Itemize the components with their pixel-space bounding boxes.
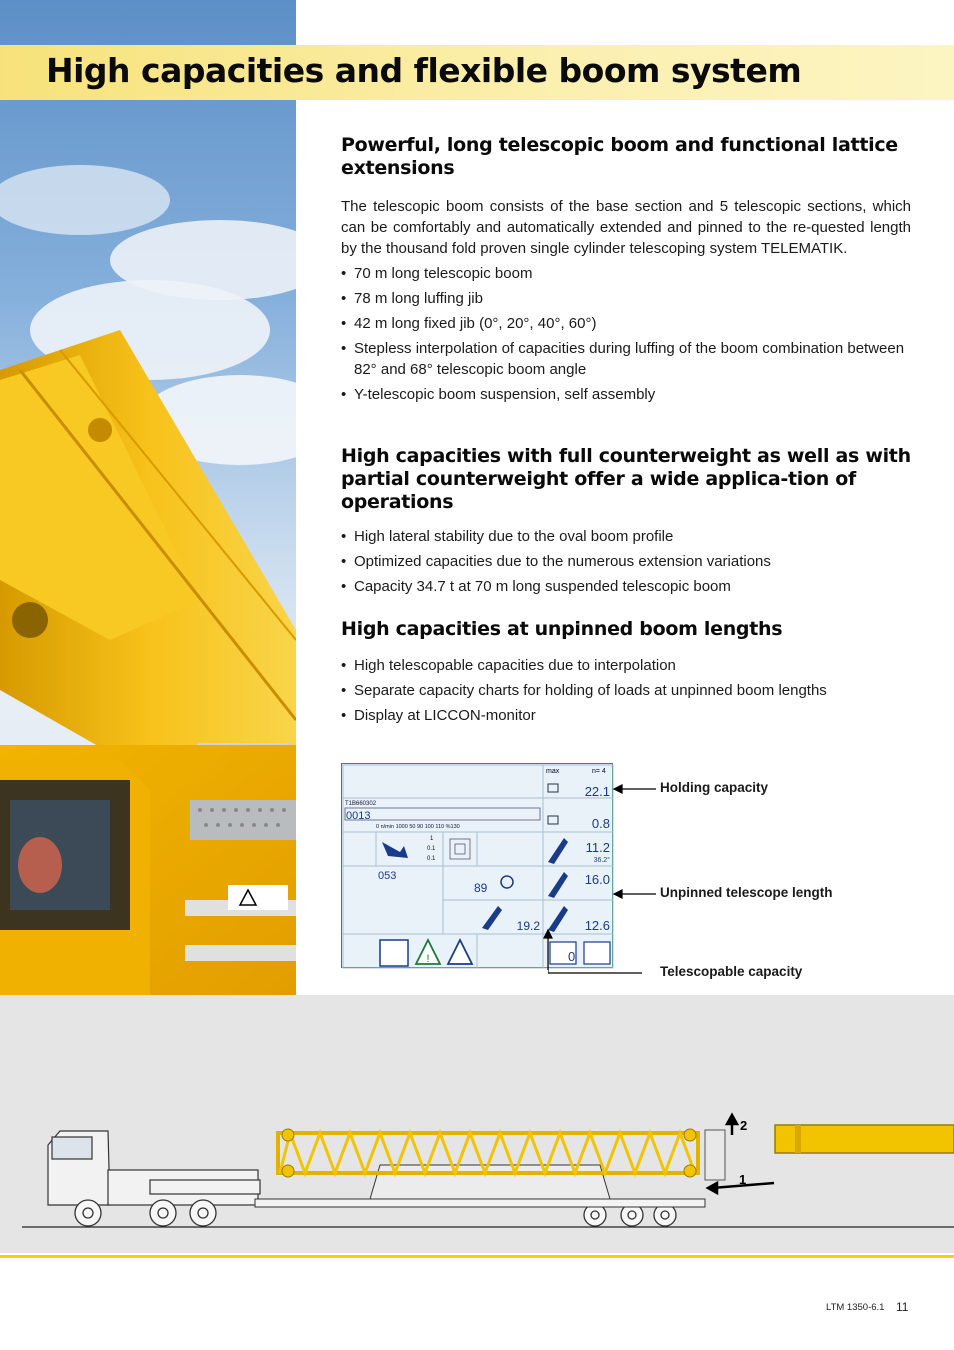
monitor-holding-value: 22.1 — [584, 784, 610, 799]
transport-label-2: 2 — [740, 1118, 748, 1133]
transport-drawing — [0, 995, 954, 1253]
list-item: • High lateral stability due to the oval boom profile — [341, 526, 911, 547]
monitor-value-36-2: 36.2° — [593, 857, 610, 864]
monitor-value-16-0: 16.0 — [584, 872, 610, 887]
section-heading: Powerful, long telescopic boom and functional lattice extensions — [341, 134, 898, 179]
list-item: • High telescopable capacities due to interpolation — [341, 655, 911, 676]
monitor-code: T1B660302 — [345, 801, 377, 807]
section-telescopic-boom — [341, 134, 911, 405]
transport-label-1: 1 — [739, 1172, 747, 1187]
crawler-icon — [382, 842, 408, 858]
monitor-scale: 0 n/min 1000 50 90 100 110 %130 — [376, 824, 460, 830]
callout-holding-capacity: Holding capacity — [660, 780, 769, 795]
monitor-n-label: n= 4 — [592, 768, 606, 775]
bullet-list — [341, 263, 911, 405]
crane-photo — [0, 0, 296, 995]
monitor-value-11-2: 11.2 — [585, 840, 610, 855]
list-item: • Display at LICCON-monitor — [341, 705, 911, 726]
warning-icon — [448, 940, 472, 964]
monitor-button — [380, 940, 408, 966]
page-number: 11 — [896, 1300, 909, 1314]
crane-illustration — [0, 0, 296, 995]
bullet-list — [341, 655, 911, 726]
callout-leader — [548, 930, 648, 976]
callout-telescopable-capacity: Telescopable capacity — [660, 964, 803, 979]
list-item: • Optimized capacities due to the numerous extension variations — [341, 551, 911, 572]
list-item: • Capacity 34.7 t at 70 m long suspended telescopic boom — [341, 576, 911, 597]
svg-text:!: ! — [426, 953, 430, 965]
list-item: • Stepless interpolation of capacities during luffing of the boom combination between 82° and 68° telescopic boom angle — [341, 338, 911, 380]
section-heading: High capacities at unpinned boom lengths — [341, 618, 783, 640]
footer-model: LTM 1350-6.1 — [826, 1302, 885, 1313]
page-title: High capacities and flexible boom system — [46, 51, 802, 90]
title-band — [0, 45, 954, 100]
svg-text:0.1: 0.1 — [427, 856, 436, 862]
monitor-value-0-8: 0.8 — [591, 816, 610, 831]
section-counterweight — [341, 445, 911, 597]
section-heading: High capacities with full counterweight as well as with partial counterweight offer a wide applica-tion of operations — [341, 445, 911, 513]
section-paragraph: The telescopic boom consists of the base section and 5 telescopic sections, which can be comfortably and automatically extended and pinned to the re-quested length by the thousand fold proven single cylinder telescoping system TELEMATIK. — [341, 198, 911, 257]
footer-divider — [0, 1255, 954, 1258]
list-item: • 70 m long telescopic boom — [341, 263, 911, 284]
monitor-telescopable-value: 19.2 — [516, 919, 540, 933]
monitor-angle: 89 — [474, 881, 488, 895]
bullet-list — [341, 526, 911, 597]
section-unpinned — [341, 618, 911, 726]
svg-text:0.1: 0.1 — [427, 846, 436, 852]
monitor-value-053: 053 — [378, 870, 397, 882]
monitor-value-12-6: 12.6 — [584, 918, 610, 933]
truck — [48, 1131, 260, 1205]
rotation-icon — [501, 876, 513, 888]
monitor-max-label: max — [546, 768, 560, 775]
boom-icon — [482, 906, 502, 930]
monitor-counter: 0013 — [346, 810, 371, 822]
list-item: • Separate capacity charts for holding of loads at unpinned boom lengths — [341, 680, 911, 701]
callout-unpinned-length: Unpinned telescope length — [660, 885, 833, 900]
monitor-small-values: 1 — [430, 836, 434, 842]
transport-illustration-band — [0, 995, 954, 1253]
list-item: • Y-telescopic boom suspension, self assembly — [341, 384, 911, 405]
list-item: • 78 m long luffing jib — [341, 288, 911, 309]
list-item: • 42 m long fixed jib (0°, 20°, 40°, 60°) — [341, 313, 911, 334]
monitor-zero: 0 — [568, 949, 576, 964]
